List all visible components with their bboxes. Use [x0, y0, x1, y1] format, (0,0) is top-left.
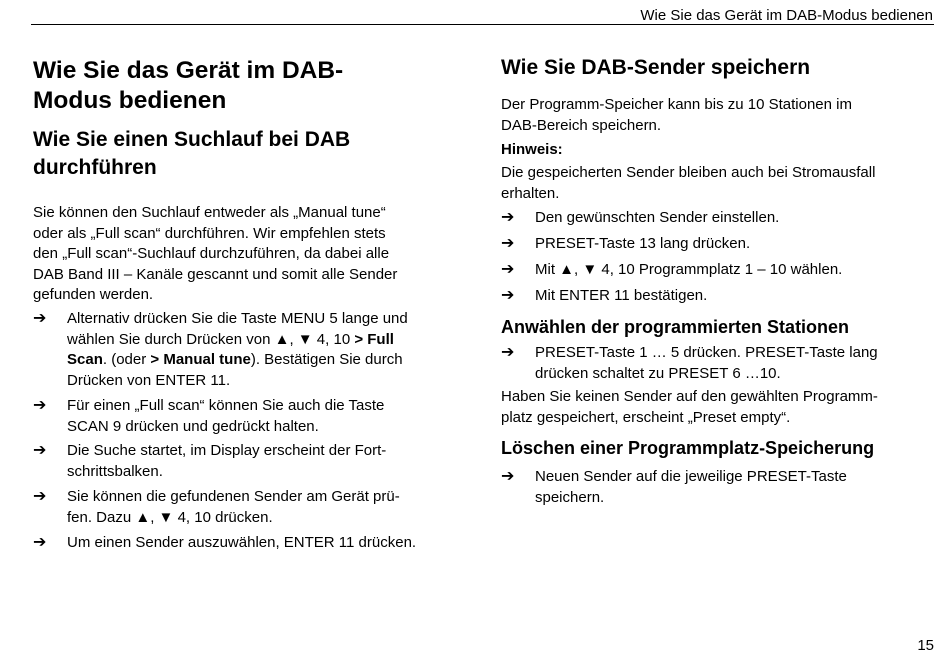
- running-header: Wie Sie das Gerät im DAB-Modus bedienen: [640, 7, 933, 24]
- arrow-icon: ➔: [33, 397, 47, 414]
- page-number: 15: [917, 637, 934, 654]
- section-heading-search: Wie Sie einen Suchlauf bei DAB durchführen: [33, 128, 351, 179]
- arrow-icon: ➔: [501, 261, 515, 278]
- page-title: Wie Sie das Gerät im DAB- Modus bedienen: [33, 57, 344, 114]
- arrow-icon: ➔: [501, 468, 515, 485]
- arrow-icon: ➔: [33, 534, 47, 551]
- arrow-icon: ➔: [501, 344, 515, 361]
- preset-empty-paragraph: Haben Sie keinen Sender auf den gewählten Programm- platz gespeichert, erscheint „Preset empty“.: [501, 388, 878, 426]
- section-heading-select-presets: Anwählen der programmierten Stationen: [501, 317, 850, 337]
- section-heading-delete-preset: Löschen einer Programmplatz-Speicherung: [501, 438, 875, 458]
- search-intro-paragraph: Sie können den Suchlauf entweder als „Manual tune“ oder als „Full scan“ durchführen. Wir empfehlen stets den „Full scan“-Suchlauf durchzuführen, da dabei alle DAB Band III – Kanäle gescannt und somit alle Sender gefunden werden.: [33, 204, 398, 303]
- arrow-icon: ➔: [501, 235, 515, 252]
- arrow-icon: ➔: [33, 442, 47, 459]
- section-heading-save: Wie Sie DAB-Sender speichern: [501, 56, 811, 79]
- save-intro-paragraph: Der Programm-Speicher kann bis zu 10 Stationen im DAB-Bereich speichern.: [501, 96, 852, 134]
- note-label: Hinweis:: [501, 141, 563, 158]
- header-rule: [31, 24, 934, 25]
- arrow-icon: ➔: [33, 310, 47, 327]
- arrow-icon: ➔: [501, 287, 515, 304]
- arrow-icon: ➔: [33, 488, 47, 505]
- arrow-icon: ➔: [501, 209, 515, 226]
- note-paragraph: Die gespeicherten Sender bleiben auch bei Stromausfall erhalten.: [501, 164, 876, 202]
